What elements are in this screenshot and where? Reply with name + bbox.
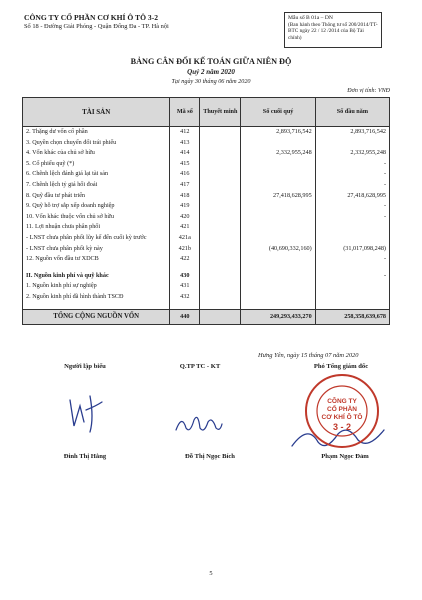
report-period: Quý 2 năm 2020 [187,68,235,76]
preparer-signature-icon [60,392,110,437]
row-note [200,159,241,170]
row-begin-value: - [315,212,389,223]
table-row [23,254,390,265]
row-code: 415 [170,159,200,170]
row-code: 422 [170,254,200,265]
row-begin-value [315,138,389,149]
row-begin-value: - [315,180,389,191]
total-row [23,309,390,324]
row-begin-value: - [315,254,389,265]
row-code: 420 [170,212,200,223]
row-end-value [241,169,315,180]
svg-text:CỔ PHẦN: CỔ PHẦN [327,406,357,413]
row-end-value [241,138,315,149]
row-note [200,191,241,202]
company-address: Số 18 - Đường Giải Phóng - Quận Đống Đa - TP. Hà nội [24,23,169,30]
row-begin-value: - [315,271,389,282]
row-label: 12. Nguồn vốn đầu tư XDCB [23,254,170,265]
table-row [23,244,390,255]
row-code: 414 [170,148,200,159]
row-end-value [241,222,315,233]
report-title: BẢNG CÂN ĐỐI KẾ TOÁN GIỮA NIÊN ĐỘ [130,57,292,66]
row-note [200,148,241,159]
signing-place-date: Hưng Yên, ngày 15 tháng 07 năm 2020 [258,352,359,359]
preparer-name: Đinh Thị Hằng [63,453,107,460]
table-row [23,159,390,170]
svg-text:CÔNG TY: CÔNG TY [327,398,357,405]
row-note [200,271,241,282]
row-note [200,233,241,244]
row-end-value: 2,332,955,248 [241,148,315,159]
row-begin-value: - [315,201,389,212]
row-note [200,180,241,191]
row-note [200,244,241,255]
row-note [200,254,241,265]
director-role: Phó Tổng giám đốc [313,363,369,370]
row-label: 6. Chênh lệch đánh giá lại tài sản [23,169,170,180]
balance-sheet-table [22,97,390,325]
row-end-value [241,254,315,265]
row-begin-value [315,233,389,244]
table-header-row [23,98,390,127]
row-code: 431 [170,281,200,292]
row-note [200,127,241,138]
row-code: 419 [170,201,200,212]
row-end-value [241,180,315,191]
svg-text:CƠ KHÍ Ô TÔ: CƠ KHÍ Ô TÔ [321,414,363,421]
row-label: 3. Quyền chọn chuyển đổi trái phiếu [23,138,170,149]
row-end-value [241,292,315,303]
row-code: 430 [170,271,200,282]
row-label: 5. Cổ phiếu quỹ (*) [23,159,170,170]
row-begin-value [315,292,389,303]
row-code: 413 [170,138,200,149]
table-row [23,271,390,282]
header-end-of-quarter: Số cuối quý [241,98,315,127]
row-begin-value: 27,418,628,995 [315,191,389,202]
row-end-value [241,271,315,282]
table-row [23,212,390,223]
row-label: 11. Lợi nhuận chưa phân phối [23,222,170,233]
row-label: 4. Vốn khác của chủ sở hữu [23,148,170,159]
row-code: 412 [170,127,200,138]
row-label: 9. Quỹ hỗ trợ sắp xếp doanh nghiệp [23,201,170,212]
row-label: 10. Vốn khác thuộc vốn chủ sở hữu [23,212,170,223]
table-row [23,281,390,292]
row-label: 2. Nguồn kinh phí đã hình thành TSCĐ [23,292,170,303]
svg-text:3 - 2: 3 - 2 [332,422,352,432]
header-asset: TÀI SẢN [23,98,170,127]
table-row [23,191,390,202]
company-seal-icon [303,372,381,450]
row-note [200,169,241,180]
row-code: 421a [170,233,200,244]
row-note [200,212,241,223]
header-beginning-of-year: Số đầu năm [315,98,389,127]
chief-signature-icon [172,408,226,438]
header-code: Mã số [170,98,200,127]
row-code: 432 [170,292,200,303]
row-begin-value: - [315,159,389,170]
row-label: 8. Quỹ đầu tư phát triển [23,191,170,202]
form-reference-box [284,12,382,48]
company-name: CÔNG TY CỔ PHẦN CƠ KHÍ Ô TÔ 3-2 [24,13,159,22]
form-code: Mẫu số B 01a – DN [288,15,333,21]
row-end-value [241,281,315,292]
row-end-value: 2,893,716,542 [241,127,315,138]
row-code: 416 [170,169,200,180]
row-end-value [241,159,315,170]
row-note [200,292,241,303]
total-code: 440 [170,309,200,324]
total-begin: 258,358,639,678 [315,309,389,324]
row-note [200,281,241,292]
table-row [23,138,390,149]
row-label: - LNST chưa phân phối lũy kế đến cuối kỳ trước [23,233,170,244]
form-note: (Ban hành theo Thông tư số 200/2014/TT-BTC ngày 22 / 12 /2014 của Bộ Tài chính) [288,21,378,41]
row-end-value: 27,418,628,995 [241,191,315,202]
report-date: Tại ngày 30 tháng 06 năm 2020 [171,78,251,85]
preparer-role: Người lập biểu [64,363,106,370]
chief-accountant-name: Đỗ Thị Ngọc Bích [185,453,235,460]
row-code: 418 [170,191,200,202]
row-end-value [241,212,315,223]
table-row [23,201,390,212]
row-begin-value [315,222,389,233]
row-label: 2. Thặng dư vốn cổ phần [23,127,170,138]
row-label: 1. Nguồn kinh phí sự nghiệp [23,281,170,292]
row-note [200,201,241,212]
director-name: Phạm Ngọc Đảm [321,453,369,460]
total-label: TỔNG CỘNG NGUỒN VỐN [23,309,170,324]
currency-unit: Đơn vị tính: VNĐ [347,88,390,94]
chief-accountant-role: Q.TP TC - KT [179,363,221,370]
header-note: Thuyết minh [200,98,241,127]
row-code: 421 [170,222,200,233]
row-code: 417 [170,180,200,191]
row-label: - LNST chưa phân phối kỳ này [23,244,170,255]
row-begin-value: 2,893,716,542 [315,127,389,138]
row-label: 7. Chênh lệch tỷ giá hối đoái [23,180,170,191]
row-begin-value [315,281,389,292]
total-end: 249,293,433,270 [241,309,315,324]
table-row [23,127,390,138]
row-begin-value: (31,017,098,248) [315,244,389,255]
row-begin-value: 2,332,955,248 [315,148,389,159]
row-end-value: (40,690,332,160) [241,244,315,255]
table-row [23,148,390,159]
table-row [23,233,390,244]
row-code: 421b [170,244,200,255]
table-row [23,169,390,180]
row-label: II. Nguồn kinh phí và quỹ khác [23,271,170,282]
row-end-value [241,201,315,212]
row-note [200,138,241,149]
table-row [23,222,390,233]
row-begin-value: - [315,169,389,180]
row-end-value [241,233,315,244]
table-row [23,180,390,191]
table-row [23,292,390,303]
row-note [200,222,241,233]
page-number: 5 [209,570,213,577]
total-note [200,309,241,324]
